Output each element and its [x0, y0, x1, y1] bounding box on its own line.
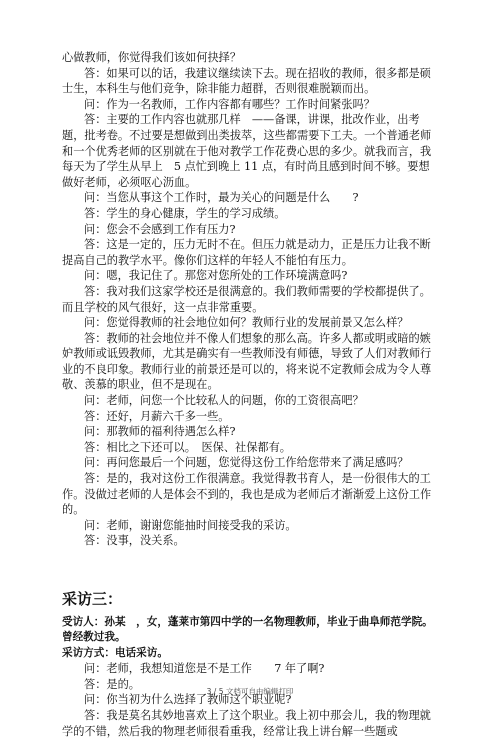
paragraph: 答：是的，我对这份工作很满意。我觉得教书育人，是一份很伟大的工作。没做过老师的人是体会不到的，我也是成为老师后才渐渐爱上这份工作的。 [62, 472, 432, 517]
paragraph: 答：相比之下还可以。 医保、社保都有。 [84, 440, 291, 454]
paragraph: 答：主要的工作内容也就那几样 ——备课，讲课，批改作业，出考题，批考卷。不过要是想做到出类拔萃，这些都需要下工夫。一个普通老师和一个优秀老师的区别就在于他对教学工作花费心思的多少。就我而言，我每天为了学生从早上 5 点忙到晚上 11 点，有时尚且感到时间不够。要想做好老师，必须呕心沥血。 [62, 113, 432, 189]
paragraph: 答：没事，没关系。 [84, 534, 185, 548]
paragraph: 问：再问您最后一个问题，您觉得这份工作给您带来了满足感吗？ [84, 456, 409, 470]
document-page [62, 50, 440, 739]
paragraph: 心做教师，你觉得我们该如何抉择？ [62, 51, 242, 64]
paragraph: 问：您觉得教师的社会地位如何？教师行业的发展前景又怎么样？ [84, 316, 409, 330]
paragraph: 答：这是一定的，压力无时不在。但压力就是动力，正是压力让我不断提高自己的教学水平。像你们这样的年轻人不能怕有压力。 [62, 238, 431, 267]
paragraph: 答：是的。 [84, 677, 140, 691]
paragraph: 问：老师，我想知道您是不是工作 7 年了啊? [84, 662, 325, 676]
paragraph: 问：老师，谢谢您能抽时间接受我的采访。 [84, 518, 297, 532]
paragraph: 问：嗯，我记住了。那您对您所处的工作环境满意吗? [84, 269, 348, 283]
page-footer: 3 / 5 文档可自由编辑打印 [206, 687, 294, 696]
paragraph: 问：你当初为什么选择了教师这个职业呢? [84, 693, 292, 707]
section-title: 采访三： [62, 590, 123, 608]
paragraph: 答：我对我们这家学校还是很满意的。我们教师需要的学校都提供了。而且学校的风气很好，这一点非常重要。 [62, 284, 431, 314]
section-gap [62, 549, 440, 589]
paragraph: 问：您会不会感到工作有压力? [84, 222, 236, 236]
paragraph: 答：学生的身心健康，学生的学习成绩。 [84, 206, 286, 220]
paragraph: 答：还好，月薪六千多一些。 [84, 409, 230, 423]
paragraph: 问：老师，问您一个比较私人的问题，你的工资很高吧？ [84, 394, 364, 408]
paragraph: 问：作为一名教师，工作内容都有哪些？工作时间紧张吗？ [84, 97, 375, 111]
paragraph: 答：教师的社会地位并不像人们想象的那么高。许多人都或明或暗的嫉妒教师或诋毁教师，尤其是确实有一些教师没有师德，导致了人们对教师行业的不良印象。教师行业的前景还是可以的，将来说不定教师会成为令人尊敬、羡慕的职业，但不是现在。 [62, 331, 432, 392]
paragraph: 答：我是莫名其妙地喜欢上了这个职业。我上初中那会儿，我的物理就学的不错，然后我的物理老师很看重我，经常让我上讲台解一些题或 [62, 709, 431, 738]
paragraph: 答：如果可以的话，我建议继续读下去。现在招收的教师，很多都是硕士生，本科生与他们竞争，除非能力超群，否则很难脱颖而出。 [62, 66, 431, 96]
paragraph: 问：当您从事这个工作时，最为关心的问题是什么 ? [84, 191, 359, 205]
method-line: 采访方式：电话采访。 [62, 646, 168, 659]
paragraph: 问：那教师的福利待遇怎么样? [84, 425, 236, 439]
interview-three-body [62, 661, 440, 739]
interviewee-line: 受访人：孙某 ，女，蓬莱市第四中学的一名物理教师，毕业于曲阜师范学院。曾经教过我。 [62, 616, 433, 644]
interview-two-body [62, 50, 440, 549]
